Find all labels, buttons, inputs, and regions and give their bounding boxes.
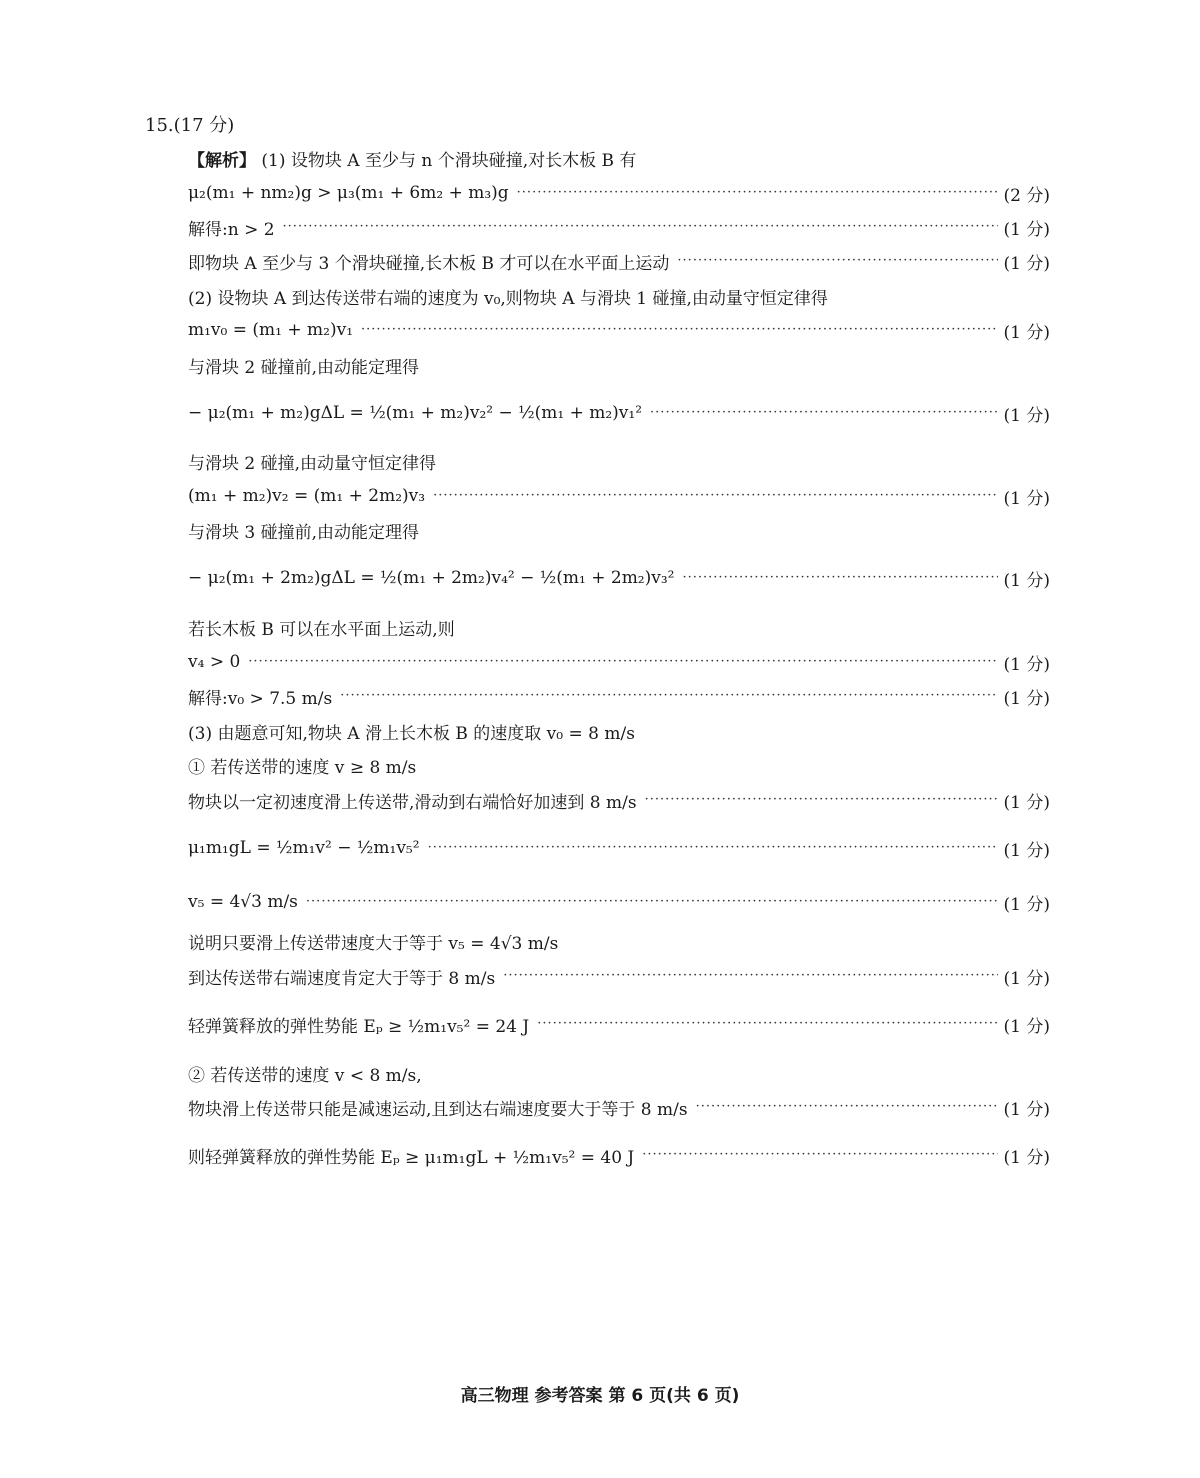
solution-text: 到达传送带右端速度肯定大于等于 8 m/s <box>188 968 496 989</box>
leader-dots <box>537 1009 997 1039</box>
solution-text: 与滑块 3 碰撞前,由动能定理得 <box>188 522 420 543</box>
solution-text: 即物块 A 至少与 3 个滑块碰撞,长木板 B 才可以在水平面上运动 <box>188 253 670 274</box>
solution-line-3 <box>188 212 1050 242</box>
solution-line-8 <box>188 398 1050 428</box>
leader-dots <box>645 785 998 815</box>
solution-text: − μ₂(m₁ + 2m₂)gΔL = ½(m₁ + 2m₂)v₄² − ½(m₁ + 2m₂)v₃² <box>188 568 675 588</box>
solution-line-15 <box>188 681 1050 711</box>
leader-dots <box>677 246 997 276</box>
solution-text: ② 若传送带的速度 v < 8 m/s, <box>188 1065 422 1086</box>
solution-line-22 <box>188 961 1050 991</box>
solution-line-25 <box>188 1092 1050 1122</box>
analysis-marker: 【解析】 <box>188 150 256 171</box>
solution-text: v₄ > 0 <box>188 652 241 672</box>
solution-line-24 <box>188 1058 1050 1088</box>
solution-text: 若长木板 B 可以在水平面上运动,则 <box>188 619 455 640</box>
solution-text: 【解析】 (1) 设物块 A 至少与 n 个滑块碰撞,对长木板 B 有 <box>188 150 637 171</box>
score-label: (1 分) <box>1003 968 1050 989</box>
score-label: (1 分) <box>1003 1099 1050 1120</box>
solution-text: − μ₂(m₁ + m₂)gΔL = ½(m₁ + m₂)v₂² − ½(m₁ + m₂)v₁² <box>188 403 643 423</box>
leader-dots <box>248 647 997 677</box>
score-label: (1 分) <box>1003 1016 1050 1037</box>
solution-text: v₅ = 4√3 m/s <box>188 892 298 912</box>
solution-line-5 <box>188 281 1050 311</box>
solution-line-2 <box>188 178 1050 208</box>
solution-text: 解得:v₀ > 7.5 m/s <box>188 688 333 709</box>
leader-dots <box>306 887 998 917</box>
leader-dots <box>683 563 998 593</box>
solution-text: (m₁ + m₂)v₂ = (m₁ + 2m₂)v₃ <box>188 486 426 506</box>
solution-text: 则轻弹簧释放的弹性势能 Eₚ ≥ μ₁m₁gL + ½m₁v₅² = 40 J <box>188 1147 635 1168</box>
leader-dots <box>283 212 998 242</box>
score-label: (1 分) <box>1003 840 1050 861</box>
solution-text: 轻弹簧释放的弹性势能 Eₚ ≥ ½m₁v₅² = 24 J <box>188 1016 530 1037</box>
leader-dots <box>340 681 997 711</box>
solution-line-11 <box>188 515 1050 545</box>
solution-line-7 <box>188 350 1050 380</box>
solution-line-9 <box>188 446 1050 476</box>
score-label: (1 分) <box>1003 792 1050 813</box>
solution-text: μ₂(m₁ + nm₂)g > μ₃(m₁ + 6m₂ + m₃)g <box>188 183 509 203</box>
page-footer: 高三物理 参考答案 第 6 页(共 6 页) <box>460 1386 740 1406</box>
score-label: (1 分) <box>1003 1147 1050 1168</box>
solution-text: 与滑块 2 碰撞,由动量守恒定律得 <box>188 453 437 474</box>
solution-text: m₁v₀ = (m₁ + m₂)v₁ <box>188 320 354 340</box>
solution-line-10 <box>188 481 1050 511</box>
leader-dots <box>650 398 997 428</box>
score-label: (1 分) <box>1003 570 1050 591</box>
leader-dots <box>642 1140 997 1170</box>
score-label: (1 分) <box>1003 688 1050 709</box>
solution-line-12 <box>188 563 1050 593</box>
question-number: 15. <box>145 115 174 136</box>
solution-line-17 <box>188 750 1050 780</box>
score-label: (1 分) <box>1003 322 1050 343</box>
score-label: (1 分) <box>1003 488 1050 509</box>
leader-dots <box>696 1092 998 1122</box>
leader-dots <box>517 178 998 208</box>
solution-text: 物块滑上传送带只能是减速运动,且到达右端速度要大于等于 8 m/s <box>188 1099 688 1120</box>
solution-line-26 <box>188 1140 1050 1170</box>
leader-dots <box>503 961 997 991</box>
solution-line-6 <box>188 315 1050 345</box>
solution-text: 物块以一定初速度滑上传送带,滑动到右端恰好加速到 8 m/s <box>188 792 637 813</box>
score-label: (1 分) <box>1003 654 1050 675</box>
solution-text: 说明只要滑上传送带速度大于等于 v₅ = 4√3 m/s <box>188 933 559 954</box>
solution-line-14 <box>188 647 1050 677</box>
solution-line-21 <box>188 926 1050 956</box>
solution-line-1 <box>188 143 1050 173</box>
score-label: (1 分) <box>1003 894 1050 915</box>
question-header <box>145 114 234 138</box>
solution-text: (3) 由题意可知,物块 A 滑上长木板 B 的速度取 v₀ = 8 m/s <box>188 723 635 744</box>
score-label: (2 分) <box>1003 185 1050 206</box>
solution-text: 解得:n > 2 <box>188 219 275 240</box>
solution-text: μ₁m₁gL = ½m₁v² − ½m₁v₅² <box>188 838 420 858</box>
question-points: (17 分) <box>173 115 235 136</box>
solution-text: 与滑块 2 碰撞前,由动能定理得 <box>188 357 420 378</box>
solution-line-18 <box>188 785 1050 815</box>
leader-dots <box>428 833 998 863</box>
solution-line-4 <box>188 246 1050 276</box>
leader-dots <box>433 481 997 511</box>
solution-text: (2) 设物块 A 到达传送带右端的速度为 v₀,则物块 A 与滑块 1 碰撞,由动量守恒定律得 <box>188 288 828 309</box>
solution-line-20 <box>188 887 1050 917</box>
leader-dots <box>361 315 998 345</box>
score-label: (1 分) <box>1003 253 1050 274</box>
score-label: (1 分) <box>1003 405 1050 426</box>
score-label: (1 分) <box>1003 219 1050 240</box>
solution-line-19 <box>188 833 1050 863</box>
solution-line-13 <box>188 612 1050 642</box>
solution-text: ① 若传送带的速度 v ≥ 8 m/s <box>188 757 417 778</box>
solution-line-23 <box>188 1009 1050 1039</box>
solution-line-16 <box>188 716 1050 746</box>
